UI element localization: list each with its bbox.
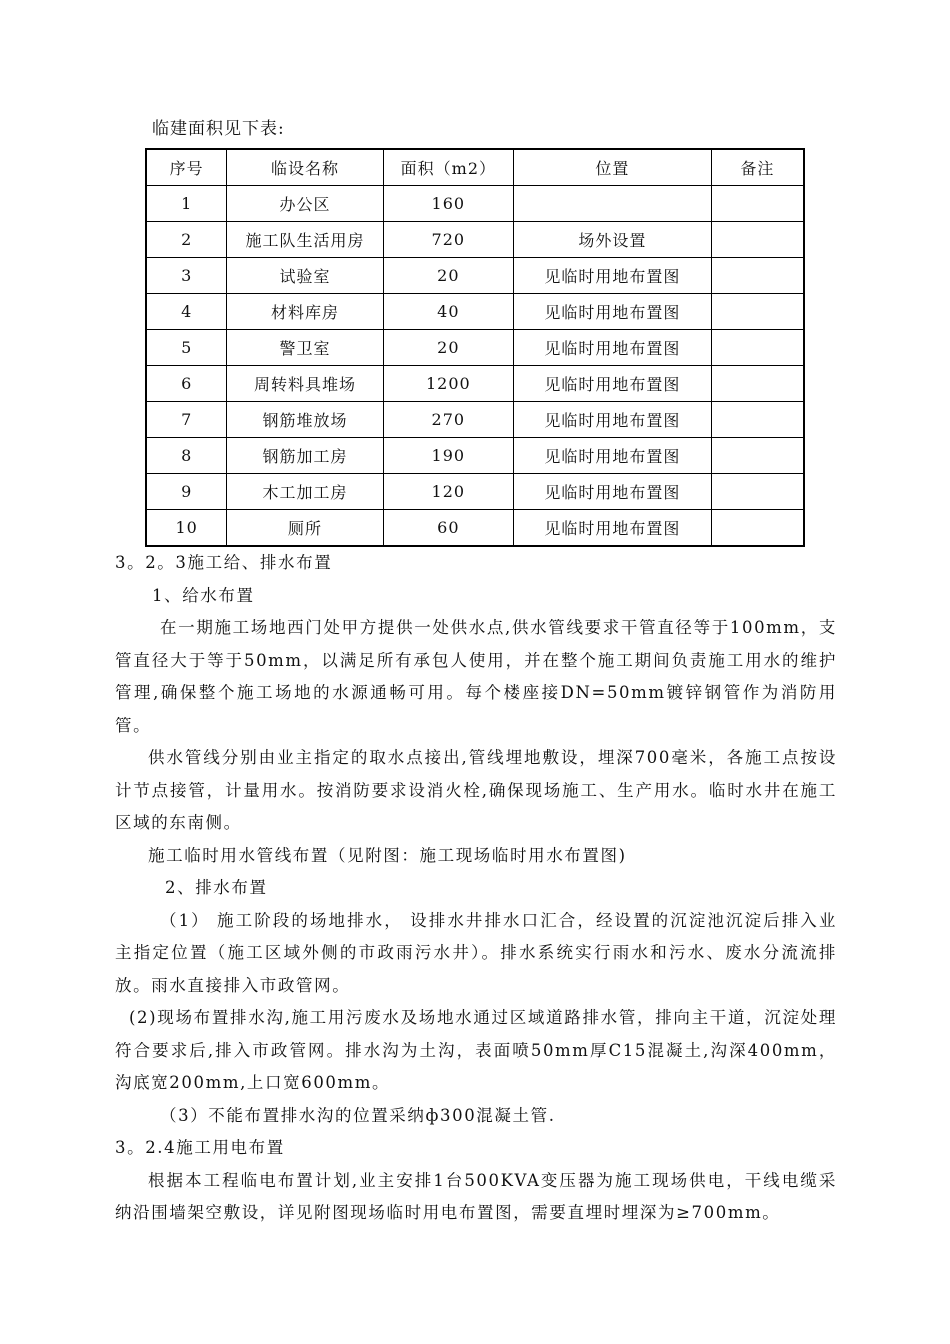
cell-area: 190 [383,438,513,474]
cell-location: 见临时用地布置图 [513,474,711,510]
cell-area: 20 [383,258,513,294]
cell-location [513,186,711,222]
cell-location: 场外设置 [513,222,711,258]
cell-name: 周转料具堆场 [227,366,383,402]
cell-name: 材料库房 [227,294,383,330]
table-row [146,438,804,474]
water-supply-paragraph-3: 施工临时用水管线布置（见附图：施工现场临时用水布置图) [148,845,627,865]
drainage-paragraph-1: （1） 施工阶段的场地排水， 设排水井排水口汇合，经设置的沉淀池沉淀后排入业主指定位置（施工区域外侧的市政雨污水井）。排水系统实行雨水和污水、废水分流流排放。雨水直接排入市政管网。 [115,910,837,995]
cell-no: 8 [146,438,227,474]
table-header-row [146,149,804,186]
cell-area: 20 [383,330,513,366]
table-row [146,258,804,294]
cell-no: 5 [146,330,227,366]
cell-remarks [711,330,804,366]
cell-name: 钢筋堆放场 [227,402,383,438]
cell-no: 3 [146,258,227,294]
cell-remarks [711,258,804,294]
water-supply-paragraph-2: 供水管线分别由业主指定的取水点接出,管线埋地敷设，埋深700毫米，各施工点按设计节点接管，计量用水。按消防要求设消火栓,确保现场施工、生产用水。临时水井在施工区域的东南侧。 [115,748,837,832]
table-row [146,402,804,438]
cell-area: 270 [383,402,513,438]
water-supply-title: 1、给水布置 [152,585,255,605]
body-text [115,547,837,1230]
cell-remarks [711,294,804,330]
cell-remarks [711,474,804,510]
temporary-facilities-table [145,148,805,547]
power-paragraph-1: 根据本工程临电布置计划,业主安排1台500KVA变压器为施工现场供电，干线电缆采纳沿围墙架空敷设，详见附图现场临时用电布置图，需要直埋时埋深为≥700mm。 [115,1170,837,1222]
cell-name: 厕所 [227,510,383,547]
cell-area: 120 [383,474,513,510]
cell-remarks [711,438,804,474]
section-3-2-3-title: 3。2。3施工给、排水布置 [115,553,333,572]
table-intro: 临建面积见下表: [152,119,285,139]
cell-location: 见临时用地布置图 [513,510,711,547]
header-location: 位置 [513,149,711,186]
cell-name: 木工加工房 [227,474,383,510]
cell-area: 720 [383,222,513,258]
water-supply-paragraph-1: 在一期施工场地西门处甲方提供一处供水点,供水管线要求干管直径等于100mm，支管直径大于等于50mm，以满足所有承包人使用，并在整个施工期间负责施工用水的维护管理,确保整个施工场地的水源通畅可用。每个楼座接DN=50mm镀锌钢管作为消防用管。 [115,618,837,735]
cell-remarks [711,402,804,438]
cell-remarks [711,366,804,402]
section-3-2-4-title: 3。2.4施工用电布置 [115,1138,285,1157]
cell-remarks [711,186,804,222]
table-row [146,294,804,330]
cell-location: 见临时用地布置图 [513,438,711,474]
cell-location: 见临时用地布置图 [513,294,711,330]
table-row [146,222,804,258]
cell-name: 钢筋加工房 [227,438,383,474]
table-row [146,510,804,547]
cell-no: 1 [146,186,227,222]
cell-remarks [711,510,804,547]
table-row [146,186,804,222]
cell-area: 1200 [383,366,513,402]
header-area: 面积（m2） [383,149,513,186]
cell-location: 见临时用地布置图 [513,330,711,366]
cell-area: 160 [383,186,513,222]
drainage-title: 2、排水布置 [165,878,268,897]
cell-name: 警卫室 [227,330,383,366]
table-row [146,330,804,366]
cell-location: 见临时用地布置图 [513,258,711,294]
cell-name: 试验室 [227,258,383,294]
drainage-paragraph-2: (2)现场布置排水沟,施工用污废水及场地水通过区域道路排水管，排向主干道，沉淀处理符合要求后,排入市政管网。排水沟为土沟，表面喷50mm厚C15混凝土,沟深400mm，沟底宽200mm,上口宽600mm。 [115,1008,837,1092]
table-row [146,474,804,510]
cell-no: 6 [146,366,227,402]
table-row [146,366,804,402]
drainage-paragraph-3: （3）不能布置排水沟的位置采纳ф300混凝土管. [160,1105,556,1125]
table-body [146,186,804,547]
cell-no: 2 [146,222,227,258]
cell-no: 7 [146,402,227,438]
cell-remarks [711,222,804,258]
cell-location: 见临时用地布置图 [513,366,711,402]
cell-no: 4 [146,294,227,330]
header-no: 序号 [146,149,227,186]
header-remarks: 备注 [711,149,804,186]
cell-name: 办公区 [227,186,383,222]
cell-name: 施工队生活用房 [227,222,383,258]
cell-no: 9 [146,474,227,510]
cell-area: 60 [383,510,513,547]
cell-no: 10 [146,510,227,547]
header-name: 临设名称 [227,149,383,186]
cell-location: 见临时用地布置图 [513,402,711,438]
cell-area: 40 [383,294,513,330]
